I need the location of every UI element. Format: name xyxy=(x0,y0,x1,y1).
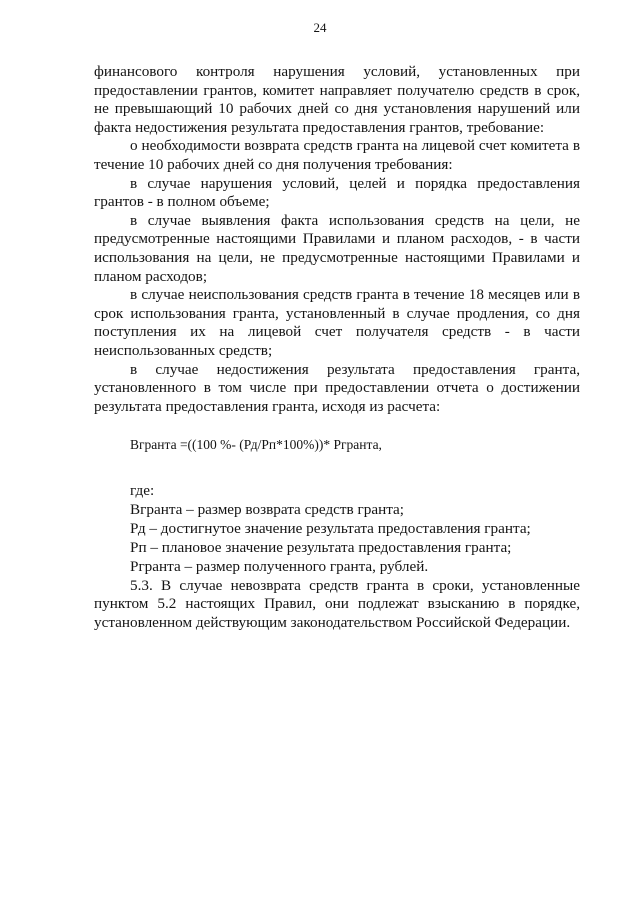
definition-item: Вгранта – размер возврата средств гранта; xyxy=(130,501,404,519)
return-formula: Вгранта =((100 %- (Рд/Рп*100%))* Ргранта, xyxy=(130,437,382,453)
document-body xyxy=(94,63,580,633)
paragraph-misuse-case: в случае выявления факта использования средств на цели, не предусмотренные настоящими Правилами и планом расходов, - в части использования на цели, не предусмотренные настоящими Правилами и планом расходов; xyxy=(94,211,580,285)
paragraph-clause-5-3: 5.3. В случае невозврата средств гранта в сроки, установленные пунктом 5.2 настоящих Правил, они подлежат взысканию в порядке, установленном действующим законодательством Российской Федерации. xyxy=(94,576,580,631)
paragraph-violation-case: в случае нарушения условий, целей и порядка предоставления грантов - в полном объеме; xyxy=(94,174,580,211)
paragraph-financial-control: финансового контроля нарушения условий, установленных при предоставлении грантов, комитет направляет получателю средств в срок, не превышающий 10 рабочих дней со дня установления нарушений или факта недостижения результата предоставления грантов, требование: xyxy=(94,63,580,136)
paragraph-unused-funds-case: в случае неиспользования средств гранта в течение 18 месяцев или в срок использования гранта, установленный в случае продления, со дня поступления их на лицевой счет получателя средств - в части неиспользованных средств; xyxy=(94,286,580,359)
definitions-where-label: где: xyxy=(130,482,155,500)
formula-definitions xyxy=(94,482,580,577)
paragraph-return-requirement: о необходимости возврата средств гранта на лицевой счет комитета в течение 10 рабочих дней со дня получения требования: xyxy=(94,137,580,173)
definition-item: Рд – достигнутое значение результата предоставления гранта; xyxy=(130,520,531,538)
page-number: 24 xyxy=(313,20,327,35)
definition-item: Ргранта – размер полученного гранта, рублей. xyxy=(130,557,429,575)
definition-item: Рп – плановое значение результата предоставления гранта; xyxy=(130,539,512,556)
paragraph-result-not-achieved-case: в случае недостижения результата предоставления гранта, установленного в том числе при предоставлении отчета о достижении результата предоставления гранта, исходя из расчета: xyxy=(94,360,580,415)
